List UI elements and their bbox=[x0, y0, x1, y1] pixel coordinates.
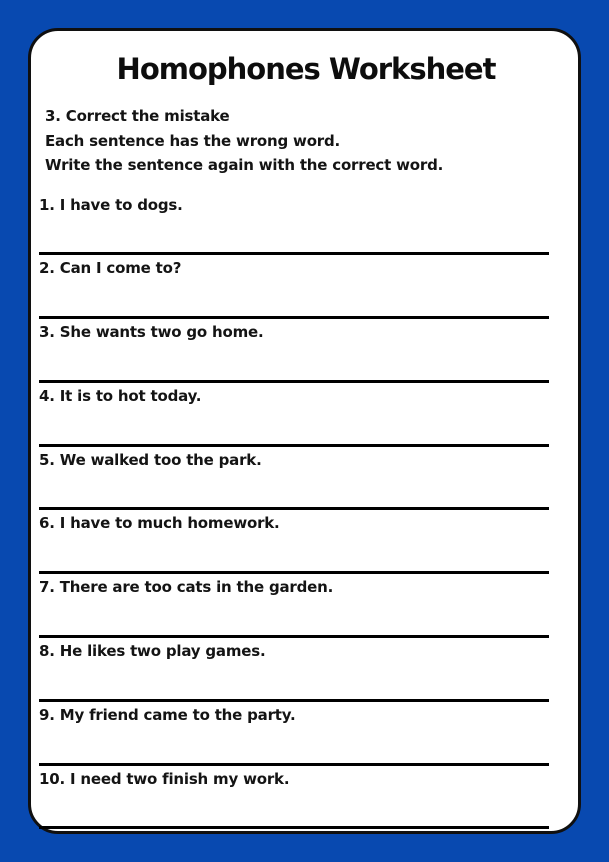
worksheet-item bbox=[39, 702, 549, 766]
instruction-line-1: Each sentence has the wrong word. bbox=[45, 131, 341, 150]
instructions-block bbox=[45, 104, 578, 178]
answer-line bbox=[39, 571, 549, 574]
answer-line bbox=[39, 380, 549, 383]
item-sentence: 9. My friend came to the party. bbox=[39, 705, 296, 724]
item-sentence: 5. We walked too the park. bbox=[39, 450, 262, 469]
instruction-line-2: Write the sentence again with the correct word. bbox=[45, 156, 444, 174]
items-list bbox=[39, 192, 578, 830]
item-sentence: 3. She wants two go home. bbox=[39, 323, 264, 342]
answer-line bbox=[39, 444, 549, 447]
item-sentence: 2. Can I come to? bbox=[39, 259, 182, 278]
worksheet-item bbox=[39, 255, 549, 319]
answer-line bbox=[39, 507, 549, 510]
item-sentence: 1. I have to dogs. bbox=[39, 195, 183, 214]
worksheet-item bbox=[39, 383, 549, 447]
worksheet-item bbox=[39, 447, 549, 511]
worksheet-item bbox=[39, 574, 549, 638]
worksheet-item bbox=[39, 766, 549, 830]
worksheet-card bbox=[28, 28, 581, 834]
answer-line bbox=[39, 699, 549, 702]
answer-line bbox=[39, 826, 549, 829]
answer-line bbox=[39, 635, 549, 638]
worksheet-item bbox=[39, 638, 549, 702]
item-sentence: 7. There are too cats in the garden. bbox=[39, 578, 334, 597]
worksheet-item bbox=[39, 319, 549, 383]
item-sentence: 10. I need two finish my work. bbox=[39, 769, 290, 788]
worksheet-title: Homophones Worksheet bbox=[116, 52, 496, 86]
item-sentence: 4. It is to hot today. bbox=[39, 386, 202, 405]
answer-line bbox=[39, 763, 549, 766]
worksheet-item bbox=[39, 510, 549, 574]
item-sentence: 8. He likes two play games. bbox=[39, 642, 266, 661]
item-sentence: 6. I have to much homework. bbox=[39, 514, 280, 533]
worksheet-item bbox=[39, 192, 549, 256]
answer-line bbox=[39, 252, 549, 255]
answer-line bbox=[39, 316, 549, 319]
instruction-heading: 3. Correct the mistake bbox=[45, 107, 230, 125]
